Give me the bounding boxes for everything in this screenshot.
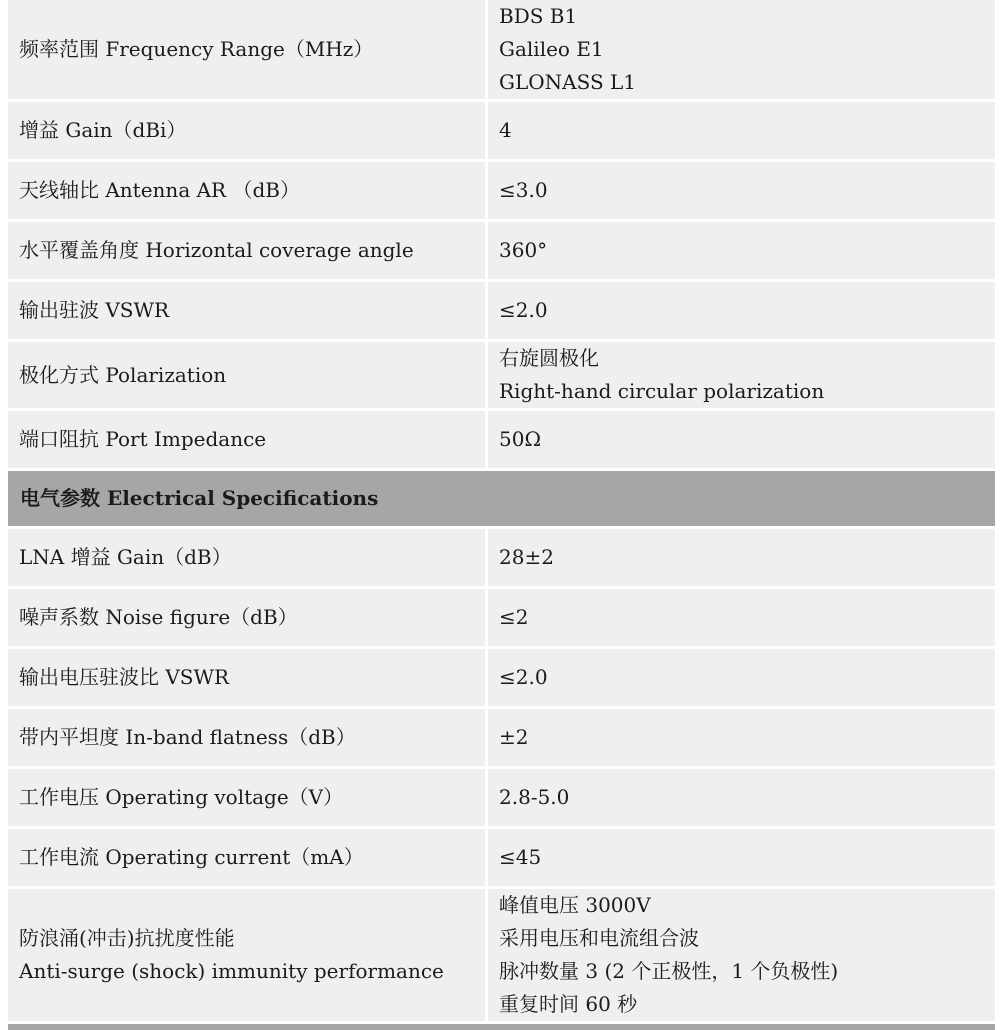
value-line: 脉冲数量 3 (2 个正极性，1 个负极性): [499, 959, 839, 983]
value-line: 右旋圆极化: [499, 346, 599, 370]
table-row: [8, 649, 995, 709]
param-value: ≤2.0: [488, 649, 995, 709]
param-value: [488, 0, 995, 102]
param-label: LNA 增益 Gain（dB）: [8, 529, 488, 589]
table-row: [8, 102, 995, 162]
specs-table-container: [8, 0, 995, 1030]
param-label: [8, 889, 488, 1024]
label-line: Anti-surge (shock) immunity performance: [19, 959, 444, 983]
param-value: ≤3.0: [488, 162, 995, 222]
param-label: 极化方式 Polarization: [8, 342, 488, 411]
param-label: 噪声系数 Noise figure（dB）: [8, 589, 488, 649]
value-line: 重复时间 60 秒: [499, 992, 638, 1016]
param-label: 端口阻抗 Port Impedance: [8, 411, 488, 471]
table-row: [8, 282, 995, 342]
specs-table: [8, 0, 995, 1030]
bottom-border: [8, 1024, 995, 1030]
table-row: [8, 411, 995, 471]
value-line: Galileo E1: [499, 37, 604, 61]
value-line: Right-hand circular polarization: [499, 379, 825, 403]
value-line: BDS B1: [499, 4, 578, 28]
table-row: [8, 709, 995, 769]
table-row: [8, 889, 995, 1024]
value-line: GLONASS L1: [499, 70, 637, 94]
table-row: [8, 222, 995, 282]
param-value: [488, 342, 995, 411]
label-line: 防浪涌(冲击)抗扰度性能: [19, 926, 235, 950]
param-label: 工作电流 Operating current（mA）: [8, 829, 488, 889]
param-value: [488, 889, 995, 1024]
table-row: [8, 342, 995, 411]
param-value: ≤45: [488, 829, 995, 889]
param-label: 水平覆盖角度 Horizontal coverage angle: [8, 222, 488, 282]
table-row: [8, 0, 995, 102]
param-value: 360°: [488, 222, 995, 282]
param-label: 工作电压 Operating voltage（V）: [8, 769, 488, 829]
value-line: 采用电压和电流组合波: [499, 926, 699, 950]
param-value: 28±2: [488, 529, 995, 589]
value-line: 峰值电压 3000V: [499, 893, 651, 917]
section-header-row: [8, 471, 995, 529]
section-title: 电气参数 Electrical Specifications: [8, 471, 995, 529]
param-value: 2.8-5.0: [488, 769, 995, 829]
param-label: 天线轴比 Antenna AR （dB）: [8, 162, 488, 222]
table-row: [8, 829, 995, 889]
param-value: ±2: [488, 709, 995, 769]
param-value: 4: [488, 102, 995, 162]
bottom-border-row: [8, 1024, 995, 1030]
param-value: ≤2: [488, 589, 995, 649]
table-row: [8, 769, 995, 829]
table-row: [8, 589, 995, 649]
param-label: 增益 Gain（dBi）: [8, 102, 488, 162]
table-row: [8, 529, 995, 589]
param-value: 50Ω: [488, 411, 995, 471]
param-value: ≤2.0: [488, 282, 995, 342]
param-label: 输出电压驻波比 VSWR: [8, 649, 488, 709]
param-label: 输出驻波 VSWR: [8, 282, 488, 342]
param-label: 频率范围 Frequency Range（MHz）: [8, 0, 488, 102]
param-label: 带内平坦度 In-band flatness（dB）: [8, 709, 488, 769]
table-row: [8, 162, 995, 222]
